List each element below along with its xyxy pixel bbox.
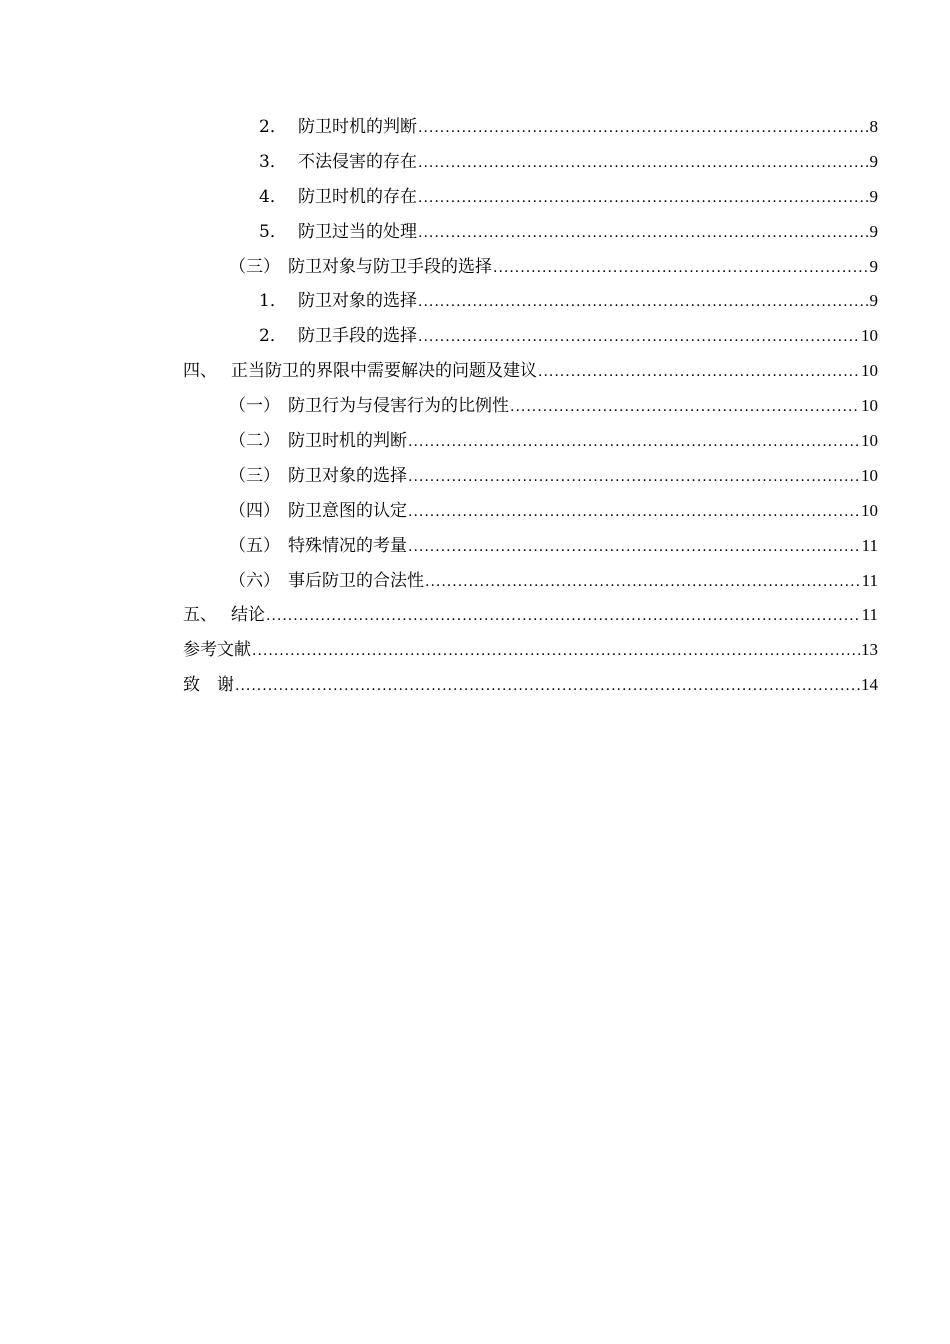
toc-entry-page: 10: [861, 326, 878, 346]
toc-entry-page: 11: [861, 535, 878, 555]
toc-leader-dots: [425, 575, 861, 589]
toc-entry[interactable]: [183, 529, 878, 564]
toc-entry[interactable]: [183, 354, 878, 389]
toc-entry-number: 5．: [259, 221, 287, 242]
toc-entry-number: 1．: [259, 291, 287, 312]
toc-entry-number: （三）: [229, 465, 280, 486]
toc-leader-dots: [408, 470, 860, 484]
toc-entry-number: 2．: [259, 326, 287, 347]
toc-entry[interactable]: [183, 668, 878, 703]
toc-entry-title: 不法侵害的存在: [298, 151, 417, 172]
toc-entry-page: 9: [869, 291, 878, 311]
toc-entry-title: 防卫时机的判断: [298, 117, 417, 137]
toc-leader-dots: [418, 226, 869, 240]
toc-entry-page: 11: [861, 605, 878, 625]
toc-entry-number: （三）: [229, 256, 280, 277]
toc-leader-dots: [418, 295, 869, 309]
toc-entry-number: （六）: [229, 570, 280, 591]
toc-entry-page: 13: [861, 640, 878, 660]
toc-entry[interactable]: [183, 180, 878, 215]
toc-entry-number: （四）: [229, 500, 280, 521]
toc-leader-dots: [418, 156, 869, 170]
toc-leader-dots: [493, 261, 869, 275]
toc-entry[interactable]: [183, 564, 878, 599]
toc-leader-dots: [418, 191, 869, 205]
toc-entry-page: 10: [861, 431, 878, 451]
toc-entry-title: 事后防卫的合法性: [288, 570, 424, 591]
toc-entry-title: 防卫过当的处理: [298, 221, 417, 242]
toc-leader-dots: [266, 609, 861, 623]
toc-entry[interactable]: [183, 284, 878, 319]
toc-leader-dots: [538, 365, 860, 379]
toc-leader-dots: [510, 400, 860, 414]
table-of-contents: [183, 110, 878, 703]
toc-entry-title: 防卫意图的认定: [288, 500, 407, 521]
toc-entry-page: 10: [861, 500, 878, 520]
toc-entry-number: 4．: [259, 186, 287, 207]
toc-entry-number: （二）: [229, 431, 280, 452]
toc-leader-dots: [418, 330, 860, 344]
toc-entry-title: 防卫行为与侵害行为的比例性: [288, 396, 509, 417]
toc-leader-dots: [408, 505, 860, 519]
toc-entry-number: 五、: [183, 605, 217, 626]
toc-entry-title: 防卫时机的判断: [288, 431, 407, 452]
toc-entry-page: 9: [869, 256, 878, 276]
toc-entry-title: 正当防卫的界限中需要解决的问题及建议: [231, 361, 537, 382]
toc-entry-title: 防卫时机的存在: [298, 186, 417, 207]
toc-entry-number: （一）: [229, 396, 280, 417]
toc-entry-number: 3．: [259, 151, 287, 172]
toc-entry[interactable]: [183, 145, 878, 180]
toc-entry-title: 特殊情况的考量: [288, 535, 407, 556]
toc-entry-title: 参考文献: [183, 640, 251, 661]
toc-entry-title: 防卫对象的选择: [298, 291, 417, 312]
toc-leader-dots: [408, 435, 860, 449]
toc-entry-page: 10: [861, 396, 878, 416]
toc-entry[interactable]: [183, 110, 878, 145]
toc-entry[interactable]: [183, 633, 878, 668]
toc-entry[interactable]: [183, 459, 878, 494]
toc-entry-page: 9: [869, 151, 878, 171]
toc-entry[interactable]: [183, 424, 878, 459]
toc-entry-page: 10: [861, 465, 878, 485]
toc-entry-page: 8: [869, 117, 878, 136]
toc-entry[interactable]: [183, 598, 878, 633]
toc-entry[interactable]: [183, 215, 878, 250]
toc-entry-page: 11: [861, 570, 878, 590]
toc-entry-page: 9: [869, 221, 878, 241]
toc-entry-page: 14: [861, 675, 878, 695]
toc-entry-title: 防卫对象与防卫手段的选择: [288, 256, 492, 277]
toc-entry-title: 防卫对象的选择: [288, 465, 407, 486]
toc-entry-number: （五）: [229, 535, 280, 556]
toc-entry-title: 结论: [231, 605, 265, 626]
toc-entry-number: 四、: [183, 361, 217, 382]
toc-leader-dots: [418, 121, 869, 135]
toc-entry-title: 防卫手段的选择: [298, 326, 417, 347]
toc-leader-dots: [408, 540, 861, 554]
toc-entry[interactable]: [183, 319, 878, 354]
toc-entry-number: 2．: [259, 117, 287, 137]
toc-entry-title: 致 谢: [183, 675, 234, 696]
toc-entry-page: 10: [861, 361, 878, 381]
toc-entry-page: 9: [869, 186, 878, 206]
toc-leader-dots: [252, 644, 860, 658]
toc-leader-dots: [235, 679, 860, 693]
toc-entry[interactable]: [183, 250, 878, 285]
toc-entry[interactable]: [183, 389, 878, 424]
toc-entry[interactable]: [183, 494, 878, 529]
